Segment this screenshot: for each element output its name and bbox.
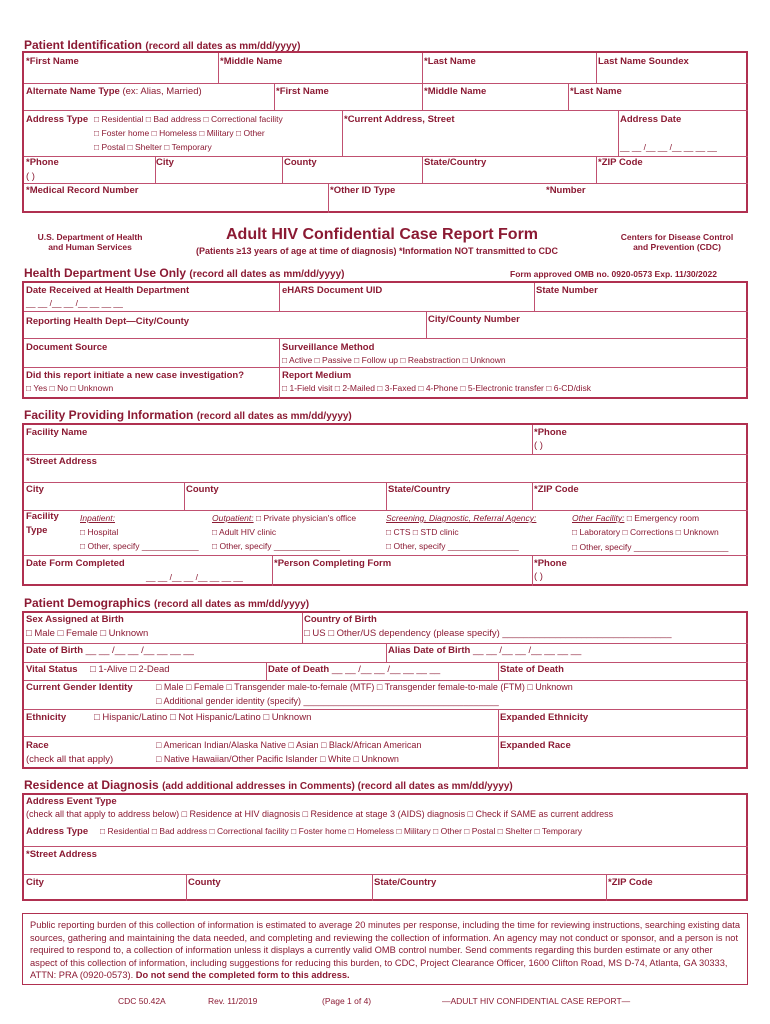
sex-at-birth-label: Sex Assigned at Birth bbox=[26, 614, 124, 625]
hhs-label: U.S. Department of Health and Human Services bbox=[37, 232, 143, 252]
residence-heading: Residence at Diagnosis (add additional addresses in Comments) (record all dates as mm/dd/yyyy) bbox=[24, 778, 513, 792]
surveillance-method-label: Surveillance Method bbox=[282, 342, 375, 353]
phone-blank: ( ) bbox=[26, 171, 35, 182]
race-options-1[interactable]: □ American Indian/Alaska Native □ Asian □ Black/African American bbox=[156, 740, 422, 750]
alt-last-name-field[interactable]: *Last Name bbox=[570, 86, 622, 97]
gender-options-1[interactable]: □ Male □ Female □ Transgender male-to-female (MTF) □ Transgender female-to-male (FTM) □ Unknown bbox=[156, 682, 573, 692]
date-received-blank: __ __ /__ __ /__ __ __ __ bbox=[26, 298, 123, 308]
screening-other-checkbox[interactable]: □ Other, specify _______________ bbox=[386, 541, 519, 551]
ethnicity-options[interactable]: □ Hispanic/Latino □ Not Hispanic/Latino □ Unknown bbox=[94, 712, 312, 723]
address-type-options-2[interactable]: □ Foster home □ Homeless □ Military □ Other bbox=[94, 128, 265, 138]
expanded-race-field[interactable]: Expanded Race bbox=[500, 740, 571, 751]
facility-state-field[interactable]: State/Country bbox=[388, 484, 451, 495]
residence-city-field[interactable]: City bbox=[26, 877, 44, 888]
residence-address-type-label: Address Type bbox=[26, 826, 89, 837]
reporting-dept-field[interactable]: Reporting Health Dept—City/County bbox=[26, 316, 190, 327]
form-number: CDC 50.42A bbox=[118, 996, 166, 1006]
country-of-birth-label: Country of Birth bbox=[304, 614, 377, 625]
address-type-options-1[interactable]: □ Residential □ Bad address □ Correctional facility bbox=[94, 114, 283, 124]
document-source-field[interactable]: Document Source bbox=[26, 342, 108, 353]
country-options[interactable]: □ US □ Other/US dependency (please specify) ________________________________ bbox=[304, 628, 672, 639]
health-department-heading: Health Department Use Only (record all dates as mm/dd/yyyy) bbox=[24, 266, 345, 280]
health-department-section bbox=[22, 281, 748, 399]
facility-street-field[interactable]: *Street Address bbox=[26, 456, 97, 467]
current-address-field[interactable]: *Current Address, Street bbox=[344, 114, 455, 125]
other-id-type-field[interactable]: *Other ID Type bbox=[330, 185, 396, 196]
outpatient-private-checkbox[interactable]: □ Private physician's office bbox=[255, 513, 357, 523]
report-medium-options[interactable]: □ 1-Field visit □ 2-Mailed □ 3-Faxed □ 4-Phone □ 5-Electronic transfer □ 6-CD/disk bbox=[282, 383, 592, 393]
residence-county-field[interactable]: County bbox=[188, 877, 221, 888]
alias-dob-field[interactable]: Alias Date of Birth __ __ /__ __ /__ __ __ __ bbox=[388, 645, 582, 656]
inpatient-label: Inpatient: bbox=[80, 513, 115, 523]
inpatient-hospital-checkbox[interactable]: □ Hospital bbox=[80, 527, 119, 537]
city-county-number-field[interactable]: City/County Number bbox=[428, 314, 520, 325]
residence-state-field[interactable]: State/Country bbox=[374, 877, 437, 888]
emergency-room-checkbox[interactable]: □ Emergency room bbox=[626, 513, 700, 523]
last-name-field[interactable]: *Last Name bbox=[424, 56, 476, 67]
new-case-options[interactable]: □ Yes □ No □ Unknown bbox=[26, 383, 114, 393]
residence-address-type-options[interactable]: □ Residential □ Bad address □ Correctional facility □ Foster home □ Homeless □ Military □ Other □ Postal □ Shelter □ Temporary bbox=[100, 826, 583, 836]
soundex-field[interactable]: Last Name Soundex bbox=[598, 56, 689, 67]
expanded-ethnicity-field[interactable]: Expanded Ethnicity bbox=[500, 712, 589, 723]
facility-county-field[interactable]: County bbox=[186, 484, 219, 495]
address-event-type-label: Address Event Type bbox=[26, 796, 117, 807]
middle-name-field[interactable]: *Middle Name bbox=[220, 56, 283, 67]
revision: Rev. 11/2019 bbox=[208, 996, 258, 1006]
first-name-field[interactable]: *First Name bbox=[26, 56, 79, 67]
facility-heading: Facility Providing Information (record all dates as mm/dd/yyyy) bbox=[24, 408, 352, 422]
burden-statement: Public reporting burden of this collection of information is estimated to average 20 minutes per response, including the time for reviewing instructions, searching existing data sources, gathering and maintaining the data needed, and completing and reviewing the collection of information. An agency may not conduct or sponsor, and a person is not required to respond to, a collection of information unless it displays a currently valid OMB control number. Send comments regarding this burden estimate or any other aspect of this collection of information, including suggestions for reducing this burden, to CDC, Project Clearance Officer, 1600 Clifton Road, MS D-74, Atlanta, GA 30333, ATTN: PRA (0920-0573). Do not send the completed form to this address. bbox=[30, 920, 741, 980]
omb-number: Form approved OMB no. 0920-0573 Exp. 11/30/2022 bbox=[510, 269, 717, 279]
race-label: Race bbox=[26, 740, 49, 751]
facility-phone-blank: ( ) bbox=[534, 440, 543, 451]
sex-options[interactable]: □ Male □ Female □ Unknown bbox=[26, 628, 149, 639]
city-field[interactable]: City bbox=[156, 157, 174, 168]
screening-cts-std-checkbox[interactable]: □ CTS □ STD clinic bbox=[386, 527, 459, 537]
dob-field[interactable]: Date of Birth __ __ /__ __ /__ __ __ __ bbox=[26, 645, 194, 656]
patient-identification-heading: Patient Identification (record all dates as mm/dd/yyyy) bbox=[24, 38, 301, 52]
vital-status-label: Vital Status bbox=[26, 664, 78, 675]
new-case-label: Did this report initiate a new case investigation? bbox=[26, 370, 245, 381]
address-date-field[interactable]: Address Date bbox=[620, 114, 682, 125]
other-facility-row: Other Facility: □ Emergency room bbox=[572, 513, 700, 523]
other-facility-options[interactable]: □ Laboratory □ Corrections □ Unknown bbox=[572, 527, 719, 537]
alt-first-name-field[interactable]: *First Name bbox=[276, 86, 329, 97]
medical-record-number-field[interactable]: *Medical Record Number bbox=[26, 185, 139, 196]
race-subtitle: (check all that apply) bbox=[26, 754, 114, 765]
other-facility-other-checkbox[interactable]: □ Other, specify ____________________ bbox=[572, 542, 729, 552]
address-date-blank: __ __ /__ __ /__ __ __ __ bbox=[620, 142, 717, 152]
date-received-field[interactable]: Date Received at Health Department bbox=[26, 285, 190, 296]
date-of-death-field[interactable]: Date of Death __ __ /__ __ /__ __ __ __ bbox=[268, 664, 441, 675]
address-type-options-3[interactable]: □ Postal □ Shelter □ Temporary bbox=[94, 142, 212, 152]
alt-name-type-field[interactable]: Alternate Name Type (ex: Alias, Married) bbox=[26, 86, 202, 97]
person-completing-field[interactable]: *Person Completing Form bbox=[274, 558, 392, 569]
facility-city-field[interactable]: City bbox=[26, 484, 44, 495]
address-type-label: Address Type bbox=[26, 114, 89, 125]
alt-middle-name-field[interactable]: *Middle Name bbox=[424, 86, 487, 97]
residence-street-field[interactable]: *Street Address bbox=[26, 849, 97, 860]
inpatient-other-checkbox[interactable]: □ Other, specify ____________ bbox=[80, 541, 199, 551]
page-number: (Page 1 of 4) bbox=[322, 996, 372, 1006]
date-form-completed-field[interactable]: Date Form Completed bbox=[26, 558, 125, 569]
demographics-heading: Patient Demographics (record all dates as mm/dd/yyyy) bbox=[24, 596, 310, 610]
ethnicity-label: Ethnicity bbox=[26, 712, 67, 723]
facility-zip-field[interactable]: *ZIP Code bbox=[534, 484, 579, 495]
screening-label: Screening, Diagnostic, Referral Agency: bbox=[386, 513, 537, 523]
zip-field[interactable]: *ZIP Code bbox=[598, 157, 643, 168]
surveillance-options[interactable]: □ Active □ Passive □ Follow up □ Reabstraction □ Unknown bbox=[282, 355, 506, 365]
outpatient-other-checkbox[interactable]: □ Other, specify ______________ bbox=[212, 541, 341, 551]
person-phone-blank: ( ) bbox=[534, 571, 543, 582]
facility-type-label: Facility Type bbox=[26, 511, 59, 536]
outpatient-hiv-clinic-checkbox[interactable]: □ Adult HIV clinic bbox=[212, 527, 277, 537]
race-options-2[interactable]: □ Native Hawaiian/Other Pacific Islander □ White □ Unknown bbox=[156, 754, 399, 764]
number-field[interactable]: *Number bbox=[546, 185, 586, 196]
phone-field[interactable]: *Phone bbox=[26, 157, 59, 168]
county-field[interactable]: County bbox=[284, 157, 317, 168]
footer-title: —ADULT HIV CONFIDENTIAL CASE REPORT— bbox=[442, 996, 631, 1006]
gender-identity-label: Current Gender Identity bbox=[26, 682, 133, 693]
vital-status-options[interactable]: □ 1-Alive □ 2-Dead bbox=[90, 664, 170, 675]
outpatient-row: Outpatient: □ Private physician's office bbox=[212, 513, 357, 523]
address-event-options[interactable]: (check all that apply to address below) □ Residence at HIV diagnosis □ Residence at stage 3 (AIDS) diagnosis □ Check if SAME as current address bbox=[26, 809, 614, 819]
residence-zip-field[interactable]: *ZIP Code bbox=[608, 877, 653, 888]
form-subtitle: (Patients ≥13 years of age at time of diagnosis) *Information NOT transmitted to CDC bbox=[196, 246, 559, 256]
report-medium-label: Report Medium bbox=[282, 370, 352, 381]
cdc-label: Centers for Disease Control and Prevention (CDC) bbox=[620, 232, 734, 252]
state-country-field[interactable]: State/Country bbox=[424, 157, 487, 168]
facility-phone-field[interactable]: *Phone bbox=[534, 427, 567, 438]
state-number-field[interactable]: State Number bbox=[536, 285, 598, 296]
state-of-death-field[interactable]: State of Death bbox=[500, 664, 564, 675]
person-phone-field[interactable]: *Phone bbox=[534, 558, 567, 569]
ehars-uid-field[interactable]: eHARS Document UID bbox=[282, 285, 383, 296]
form-title: Adult HIV Confidential Case Report Form bbox=[226, 226, 539, 243]
date-completed-blank: __ __ /__ __ /__ __ __ __ bbox=[146, 572, 243, 582]
facility-name-field[interactable]: Facility Name bbox=[26, 427, 88, 438]
gender-options-2[interactable]: □ Additional gender identity (specify) _______________________________________ bbox=[156, 696, 499, 706]
